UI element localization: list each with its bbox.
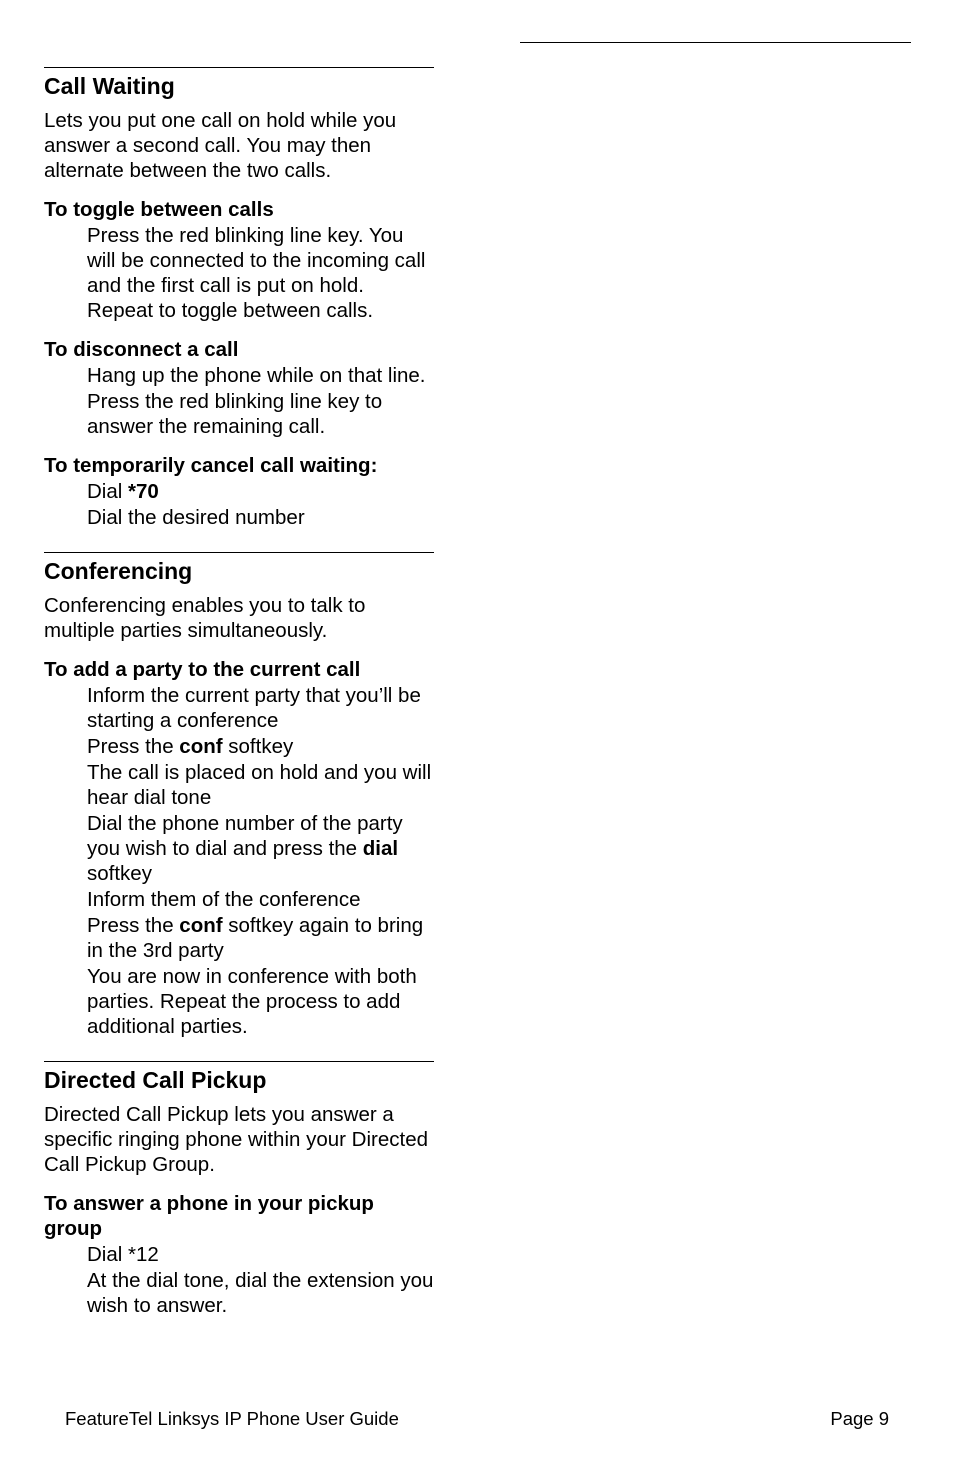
right-column-rule [520,42,911,43]
section-conferencing [44,552,434,1039]
subsection-title: To add a party to the current call [44,658,361,681]
section-title: Conferencing [44,558,193,584]
step-text: Press the [87,914,180,937]
softkey-name: dial [362,837,399,860]
subsection-add-party [44,657,434,1039]
subsection-title: To answer a phone in your pickup group [44,1192,374,1240]
step [44,811,434,886]
section-intro: Lets you put one call on hold while you answer a second call. You may then alternate between the two calls. [44,109,397,182]
section-intro: Directed Call Pickup lets you answer a specific ringing phone within your Directed Call Pickup Group. [44,1103,429,1176]
step [44,734,434,759]
footer-page-number: Page 9 [830,1408,889,1429]
step: Dial *12 [87,1243,159,1266]
step-text: softkey [222,735,294,758]
step-text: softkey [87,862,152,885]
step-text: Dial [87,480,129,503]
step-text: softkey again to bring in the 3rd party [87,914,424,962]
subsection-disconnect-call [44,337,434,439]
subsection-title: To temporarily cancel call waiting: [44,454,378,477]
section-intro: Conferencing enables you to talk to multiple parties simultaneously. [44,594,366,642]
subsection-answer-pickup [44,1191,434,1318]
step: Hang up the phone while on that line. [87,364,426,387]
step: Press the red blinking line key. You will be connected to the incoming call and the first call is put on hold. Repeat to toggle between calls. [87,224,426,322]
step [44,913,434,963]
section-directed-call-pickup [44,1061,434,1318]
subsection-toggle-calls [44,197,434,323]
step: You are now in conference with both parties. Repeat the process to add additional parties. [87,965,417,1038]
subsection-title: To toggle between calls [44,198,274,221]
step: Inform them of the conference [87,888,361,911]
section-title: Call Waiting [44,73,175,99]
subsection-title: To disconnect a call [44,338,239,361]
step: Dial the desired number [87,506,305,529]
softkey-name: conf [179,735,223,758]
step: Inform the current party that you’ll be starting a conference [87,684,421,732]
step [44,479,434,504]
section-call-waiting [44,67,434,530]
step-text: Press the [87,735,180,758]
subsection-cancel-call-waiting [44,453,434,530]
feature-code: *70 [128,480,159,503]
left-column [44,67,434,1318]
section-title: Directed Call Pickup [44,1067,267,1093]
step: At the dial tone, dial the extension you wish to answer. [87,1269,434,1317]
footer-guide-title: FeatureTel Linksys IP Phone User Guide [65,1408,399,1429]
softkey-name: conf [179,914,223,937]
step-text: Dial the phone number of the party you wish to dial and press the [87,812,403,860]
step: Press the red blinking line key to answer the remaining call. [87,390,383,438]
step: The call is placed on hold and you will hear dial tone [87,761,432,809]
